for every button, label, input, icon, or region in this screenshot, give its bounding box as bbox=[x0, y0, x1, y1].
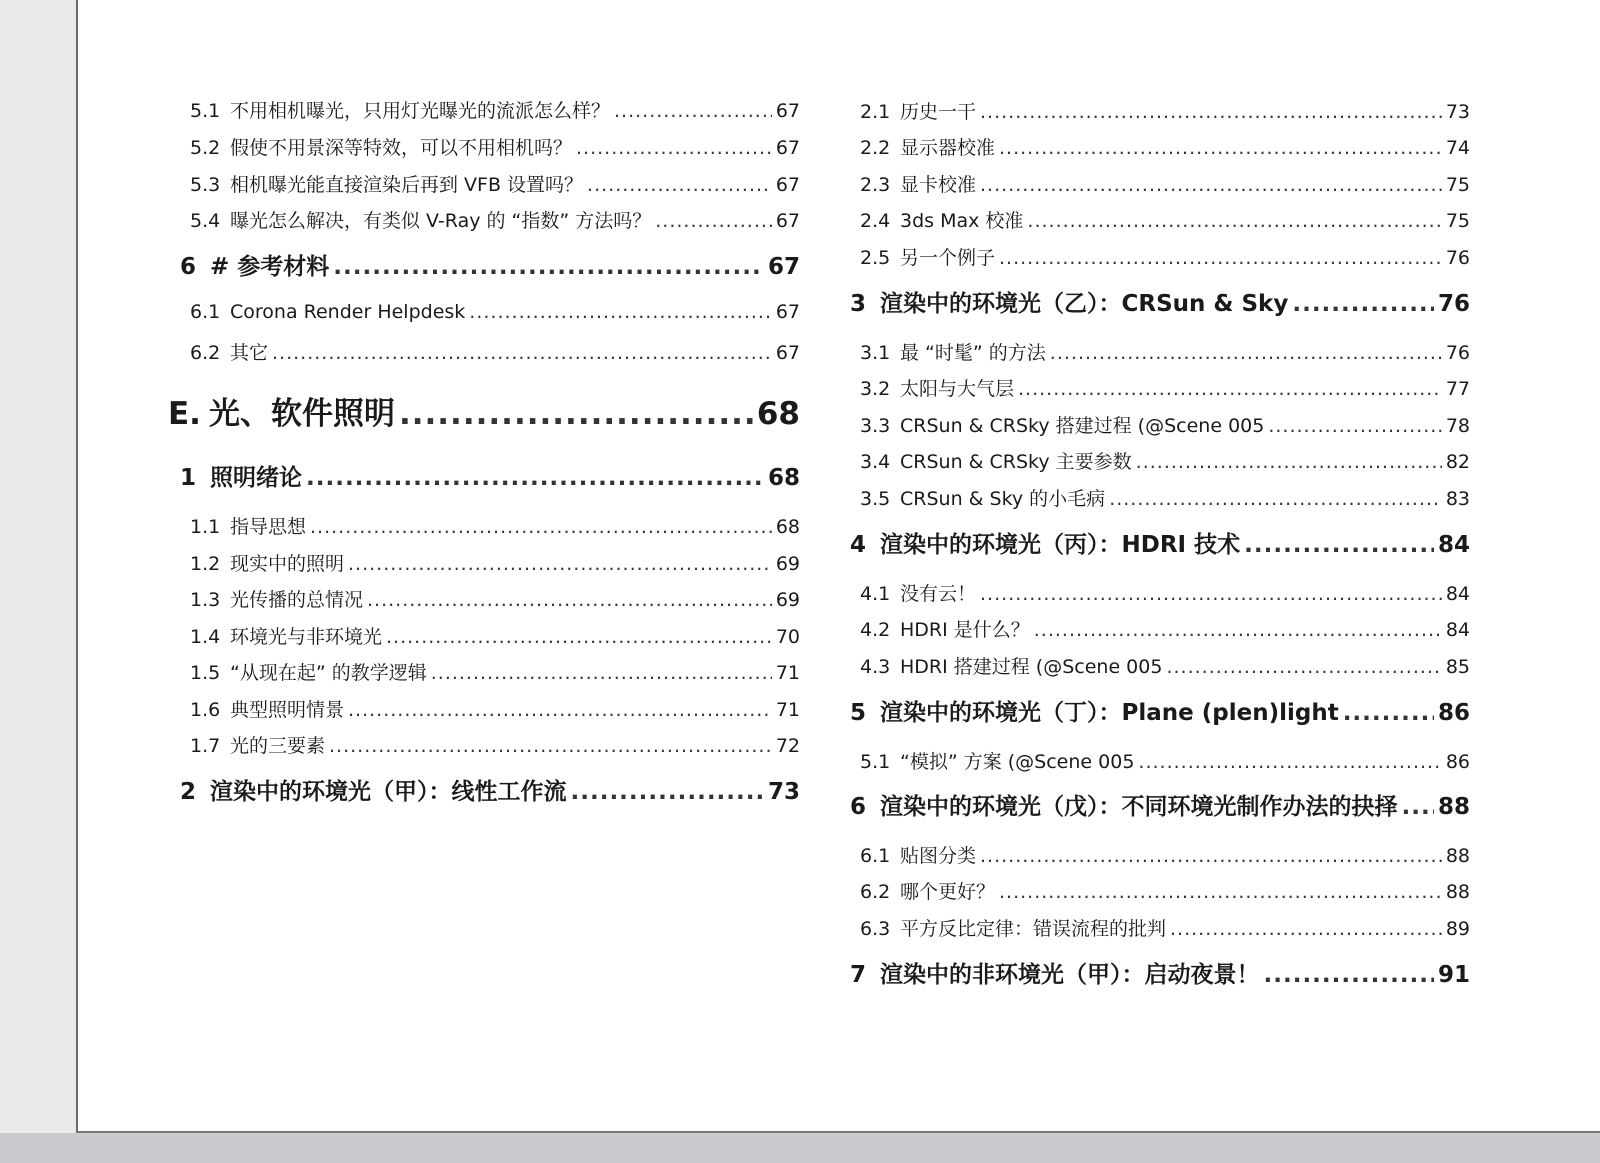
chapter-page: 68 bbox=[756, 396, 800, 432]
entry-page: 75 bbox=[1445, 174, 1470, 196]
entry-number: 4.3 bbox=[860, 656, 891, 678]
entry-page: 67 bbox=[775, 210, 800, 232]
toc-entry[interactable] bbox=[848, 914, 1470, 941]
entry-number: 6 bbox=[850, 794, 867, 820]
dot-leader bbox=[587, 174, 772, 196]
entry-page: 78 bbox=[1445, 415, 1470, 437]
entry-page: 76 bbox=[1445, 342, 1470, 364]
entry-title: 照明绪论 bbox=[210, 465, 302, 491]
dot-leader bbox=[1138, 751, 1441, 773]
entry-title: 相机曝光能直接渲染后再到 VFB 设置吗？ bbox=[230, 174, 584, 196]
entry-title: Corona Render Helpdesk bbox=[230, 301, 466, 323]
dot-leader bbox=[1166, 656, 1441, 678]
dot-leader bbox=[655, 210, 772, 232]
entry-number: 1.5 bbox=[190, 662, 221, 684]
entry-title: 曝光怎么解决，有类似 V-Ray 的 “指数” 方法吗？ bbox=[230, 210, 652, 232]
entry-number: 6.1 bbox=[190, 301, 221, 323]
entry-number: 2.3 bbox=[860, 174, 891, 196]
entry-title: CRSun & CRSky 主要参数 bbox=[900, 451, 1132, 473]
toc-entry[interactable] bbox=[168, 658, 800, 685]
entry-page: 76 bbox=[1437, 291, 1470, 317]
entry-page: 85 bbox=[1445, 656, 1470, 678]
entry-title: HDRI 搭建过程 (@Scene 005 bbox=[900, 656, 1163, 678]
entry-number: 6 bbox=[180, 254, 197, 280]
dot-leader bbox=[329, 735, 772, 757]
entry-number: 6.3 bbox=[860, 918, 891, 940]
entry-title: # 参考材料 bbox=[210, 254, 330, 280]
dot-leader bbox=[571, 779, 764, 805]
toc-entry[interactable] bbox=[848, 97, 1470, 124]
entry-page: 73 bbox=[767, 779, 800, 805]
toc-entry[interactable] bbox=[848, 877, 1470, 904]
entry-title: 3ds Max 校准 bbox=[900, 210, 1024, 232]
entry-title: 渲染中的非环境光（甲）：启动夜景！ bbox=[880, 962, 1260, 988]
toc-entry[interactable] bbox=[168, 338, 800, 365]
entry-title: 光传播的总情况 bbox=[230, 589, 364, 611]
entry-title: “模拟” 方案 (@Scene 005 bbox=[900, 751, 1135, 773]
dot-leader bbox=[333, 254, 764, 280]
entry-page: 76 bbox=[1445, 247, 1470, 269]
toc-entry[interactable] bbox=[168, 170, 800, 197]
dot-leader bbox=[614, 100, 772, 122]
entry-title: 假使不用景深等特效，可以不用相机吗？ bbox=[230, 137, 573, 159]
entry-number: 1.6 bbox=[190, 699, 221, 721]
entry-page: 67 bbox=[775, 174, 800, 196]
toc-entry[interactable] bbox=[168, 695, 800, 722]
entry-page: 68 bbox=[767, 465, 800, 491]
entry-page: 84 bbox=[1437, 532, 1470, 558]
entry-number: 2.1 bbox=[860, 101, 891, 123]
entry-page: 73 bbox=[1445, 101, 1470, 123]
entry-number: 3.5 bbox=[860, 488, 891, 510]
dot-leader bbox=[348, 699, 772, 721]
entry-page: 69 bbox=[775, 553, 800, 575]
entry-page: 70 bbox=[775, 626, 800, 648]
entry-number: 5.3 bbox=[190, 174, 221, 196]
entry-title: CRSun & Sky 的小毛病 bbox=[900, 488, 1106, 510]
entry-title: 其它 bbox=[230, 342, 269, 364]
toc-entry[interactable] bbox=[848, 133, 1470, 160]
entry-title: 太阳与大气层 bbox=[900, 378, 1015, 400]
entry-number: 6.2 bbox=[860, 881, 891, 903]
toc-entry[interactable] bbox=[848, 788, 1470, 821]
entry-title: 光的三要素 bbox=[230, 735, 326, 757]
entry-number: 1.2 bbox=[190, 553, 221, 575]
entry-page: 74 bbox=[1445, 137, 1470, 159]
entry-title: 现实中的照明 bbox=[230, 553, 345, 575]
dot-leader bbox=[1343, 700, 1434, 726]
toc-entry[interactable] bbox=[168, 622, 800, 649]
dot-leader bbox=[1034, 619, 1442, 641]
entry-page: 69 bbox=[775, 589, 800, 611]
entry-number: 6.2 bbox=[190, 342, 221, 364]
dot-leader bbox=[1109, 488, 1442, 510]
entry-page: 89 bbox=[1445, 918, 1470, 940]
dot-leader bbox=[469, 301, 772, 323]
entry-page: 71 bbox=[775, 662, 800, 684]
entry-number: 5.1 bbox=[860, 751, 891, 773]
toc-entry[interactable] bbox=[848, 243, 1470, 270]
entry-title: 最 “时髦” 的方法 bbox=[900, 342, 1046, 364]
entry-page: 67 bbox=[775, 100, 800, 122]
entry-title: 渲染中的环境光（丙）：HDRI 技术 bbox=[880, 532, 1241, 558]
entry-page: 77 bbox=[1445, 378, 1470, 400]
dot-leader bbox=[980, 101, 1442, 123]
entry-title: 历史一干 bbox=[900, 101, 977, 123]
toc-entry[interactable] bbox=[168, 301, 800, 323]
toc-entry[interactable] bbox=[168, 133, 800, 160]
entry-title: 哪个更好？ bbox=[900, 881, 996, 903]
entry-page: 88 bbox=[1437, 794, 1470, 820]
chapter-number: E. bbox=[168, 396, 201, 432]
dot-leader bbox=[1170, 918, 1442, 940]
dot-leader bbox=[576, 137, 772, 159]
dot-leader bbox=[1018, 378, 1442, 400]
entry-number: 4.2 bbox=[860, 619, 891, 641]
entry-number: 2.5 bbox=[860, 247, 891, 269]
entry-page: 71 bbox=[775, 699, 800, 721]
entry-page: 67 bbox=[767, 254, 800, 280]
toc-entry[interactable] bbox=[848, 694, 1470, 727]
entry-page: 88 bbox=[1445, 845, 1470, 867]
toc-entry[interactable] bbox=[848, 841, 1470, 868]
dot-leader bbox=[348, 553, 772, 575]
entry-page: 88 bbox=[1445, 881, 1470, 903]
entry-number: 5.4 bbox=[190, 210, 221, 232]
dot-leader bbox=[1264, 962, 1434, 988]
entry-page: 84 bbox=[1445, 583, 1470, 605]
entry-title: 渲染中的环境光（丁）：Plane (plen)light bbox=[880, 700, 1339, 726]
entry-number: 4.1 bbox=[860, 583, 891, 605]
entry-number: 3.4 bbox=[860, 451, 891, 473]
entry-title: 环境光与非环境光 bbox=[230, 626, 383, 648]
toc-entry[interactable] bbox=[848, 956, 1470, 989]
scan-edge bbox=[0, 1133, 1600, 1163]
dot-leader bbox=[1244, 532, 1434, 558]
dot-leader bbox=[980, 583, 1442, 605]
entry-number: 6.1 bbox=[860, 845, 891, 867]
entry-page: 86 bbox=[1437, 700, 1470, 726]
toc-entry[interactable] bbox=[848, 652, 1470, 679]
toc-entry[interactable] bbox=[168, 512, 800, 539]
entry-title: “从现在起” 的教学逻辑 bbox=[230, 662, 427, 684]
toc-entry[interactable] bbox=[848, 285, 1470, 318]
toc-entry[interactable] bbox=[848, 411, 1470, 438]
entry-page: 82 bbox=[1445, 451, 1470, 473]
toc-entry[interactable] bbox=[168, 459, 800, 492]
entry-number: 5 bbox=[850, 700, 867, 726]
dot-leader bbox=[431, 662, 772, 684]
dot-leader bbox=[306, 465, 764, 491]
dot-leader bbox=[1136, 451, 1442, 473]
entry-page: 83 bbox=[1445, 488, 1470, 510]
dot-leader bbox=[1050, 342, 1442, 364]
entry-page: 67 bbox=[775, 301, 800, 323]
entry-title: 不用相机曝光，只用灯光曝光的流派怎么样？ bbox=[230, 100, 611, 122]
dot-leader bbox=[367, 589, 772, 611]
toc-entry[interactable] bbox=[168, 549, 800, 576]
entry-number: 3.3 bbox=[860, 415, 891, 437]
entry-number: 3.2 bbox=[860, 378, 891, 400]
toc-entry[interactable] bbox=[848, 447, 1470, 474]
entry-page: 86 bbox=[1445, 751, 1470, 773]
entry-number: 7 bbox=[850, 962, 867, 988]
entry-page: 72 bbox=[775, 735, 800, 757]
toc-entry[interactable] bbox=[848, 170, 1470, 197]
entry-title: 渲染中的环境光（甲）：线性工作流 bbox=[210, 779, 567, 805]
dot-leader bbox=[1027, 210, 1441, 232]
toc-entry[interactable] bbox=[848, 615, 1470, 642]
entry-number: 3.1 bbox=[860, 342, 891, 364]
entry-title: 显示器校准 bbox=[900, 137, 996, 159]
dot-leader bbox=[1268, 415, 1441, 437]
entry-number: 2 bbox=[180, 779, 197, 805]
entry-title: 另一个例子 bbox=[900, 247, 996, 269]
dot-leader bbox=[999, 137, 1442, 159]
dot-leader bbox=[386, 626, 772, 648]
entry-number: 2.2 bbox=[860, 137, 891, 159]
dot-leader bbox=[272, 342, 772, 364]
dot-leader bbox=[1292, 291, 1434, 317]
toc-entry[interactable] bbox=[168, 773, 800, 806]
dot-leader bbox=[310, 516, 772, 538]
entry-title: 渲染中的环境光（戊）：不同环境光制作办法的抉择 bbox=[880, 794, 1398, 820]
entry-title: HDRI 是什么？ bbox=[900, 619, 1030, 641]
entry-number: 2.4 bbox=[860, 210, 891, 232]
entry-title: 没有云！ bbox=[900, 583, 977, 605]
entry-number: 1.4 bbox=[190, 626, 221, 648]
toc-entry[interactable] bbox=[168, 248, 800, 281]
dot-leader bbox=[980, 845, 1442, 867]
dot-leader bbox=[999, 881, 1442, 903]
entry-number: 1.1 bbox=[190, 516, 221, 538]
entry-title: CRSun & CRSky 搭建过程 (@Scene 005 bbox=[900, 415, 1265, 437]
entry-title: 渲染中的环境光（乙）：CRSun & Sky bbox=[880, 291, 1289, 317]
dot-leader bbox=[999, 247, 1442, 269]
chapter-title: 光、软件照明 bbox=[208, 396, 395, 432]
toc-entry[interactable] bbox=[168, 585, 800, 612]
entry-number: 3 bbox=[850, 291, 867, 317]
entry-page: 91 bbox=[1437, 962, 1470, 988]
toc-entry[interactable] bbox=[168, 96, 800, 123]
entry-title: 指导思想 bbox=[230, 516, 307, 538]
toc-entry[interactable] bbox=[848, 374, 1470, 401]
toc-entry[interactable] bbox=[848, 206, 1470, 233]
entry-number: 1.3 bbox=[190, 589, 221, 611]
entry-page: 75 bbox=[1445, 210, 1470, 232]
entry-number: 1.7 bbox=[190, 735, 221, 757]
entry-title: 贴图分类 bbox=[900, 845, 977, 867]
toc-entry[interactable] bbox=[168, 206, 800, 233]
entry-number: 4 bbox=[850, 532, 867, 558]
toc-chapter[interactable] bbox=[168, 388, 800, 433]
toc-entry[interactable] bbox=[848, 526, 1470, 559]
entry-page: 67 bbox=[775, 342, 800, 364]
toc-entry[interactable] bbox=[848, 338, 1470, 365]
toc-entry[interactable] bbox=[848, 747, 1470, 774]
toc-entry[interactable] bbox=[848, 484, 1470, 511]
entry-page: 68 bbox=[775, 516, 800, 538]
entry-page: 84 bbox=[1445, 619, 1470, 641]
entry-page: 67 bbox=[775, 137, 800, 159]
entry-number: 5.1 bbox=[190, 100, 221, 122]
toc-entry[interactable] bbox=[168, 731, 800, 758]
dot-leader bbox=[399, 396, 753, 432]
entry-number: 1 bbox=[180, 465, 197, 491]
entry-number: 5.2 bbox=[190, 137, 221, 159]
entry-title: 显卡校准 bbox=[900, 174, 977, 196]
dot-leader bbox=[1402, 794, 1434, 820]
entry-title: 平方反比定律：错误流程的批判 bbox=[900, 918, 1167, 940]
toc-entry[interactable] bbox=[848, 579, 1470, 606]
entry-title: 典型照明情景 bbox=[230, 699, 345, 721]
dot-leader bbox=[980, 174, 1442, 196]
